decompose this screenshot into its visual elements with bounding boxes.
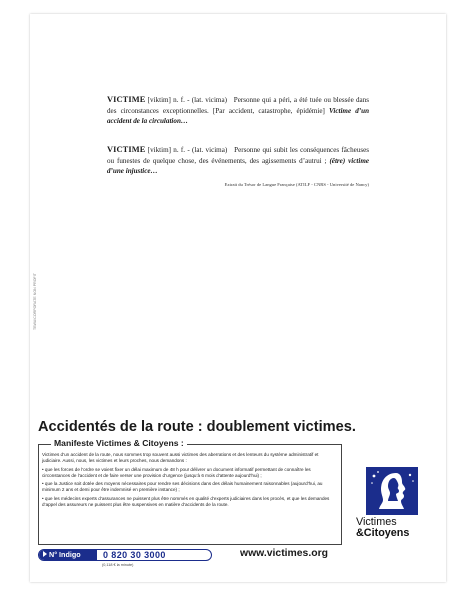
definition-grammar: [viktim] n. f. - (lat. vicima) [147,146,228,154]
phone-number: 0 820 30 3000 [103,550,166,560]
arrow-right-icon [43,551,47,557]
definition-1 [107,95,369,127]
definition-gloss: Personne qui subit les conséquences fâcheuses ou funestes de quelque chose, des événements, des agissements d’autrui ; [107,146,369,165]
phone-badge [38,549,212,561]
victimes-citoyens-logo-icon [366,467,418,515]
manifesto-demand: • que la Justice soit dotée des moyens nécessaires pour rendre ses décisions dans des délais humainement raisonnables (aujourd’hui, au minimum 2 ans et demi pour être indemnisé en première instance) ; [42,481,323,493]
website-url: www.victimes.org [240,548,328,559]
logo-line-1: Victimes [356,516,397,528]
definition-term: VICTIME [107,95,146,104]
definition-grammar: [viktim] n. f. - (lat. vicima) [147,96,227,104]
agency-credit: TBWA\CORPORATE NON PROFIT [33,273,37,330]
manifesto-demand: • que les médecins experts d’assurances ne puissent plus être nommés en qualité d’experts judiciaires dans les procès, et que les demandes d’appel des assureurs ne puissent plus être suspensives en matière d’accidents de la route. [42,495,330,507]
manifesto-demand: • que les forces de l’ordre se voient fixer un délai maximum de 48 h pour délivrer un document informatif permettant de connaître les circonstances de l’accident et de faire verser une provision d’urgence (jusqu’à 6 mois d’attente aujourd’hui) ; [42,466,311,478]
definition-2 [107,145,369,177]
manifesto-intro: Victimes d’un accident de la route, nous sommes trop souvent aussi victimes des aberrations et des lenteurs du système administratif et judiciaire. Aussi, nous, les victimes et leurs proches, nous demandons : [42,452,319,464]
definition-gloss: Personne qui a péri, a été tuée ou blessée dans des circonstances exceptionnelles. [Par accident, catastrophe, épidémie] [107,96,369,115]
definition-term: VICTIME [107,145,146,154]
manifesto-title: Manifeste Victimes & Citoyens : [51,438,187,448]
phone-rate: (0,118 € la minute) [102,563,134,567]
victimes-citoyens-wordmark [356,517,436,539]
definition-example: Victime d’un accident de la circulation… [107,106,370,126]
indigo-label: N° Indigo [49,550,81,559]
indigo-label-box [39,550,97,560]
definition-example: (être) victime d’une injustice… [107,156,369,176]
headline: Accidentés de la route : doublement victimes. [38,419,356,435]
manifesto-text [42,452,339,510]
dictionary-source: Extrait du Trésor de Langue Française (ATILF - CNRS - Université de Nancy) [224,182,369,187]
logo-line-2: &Citoyens [356,527,410,539]
